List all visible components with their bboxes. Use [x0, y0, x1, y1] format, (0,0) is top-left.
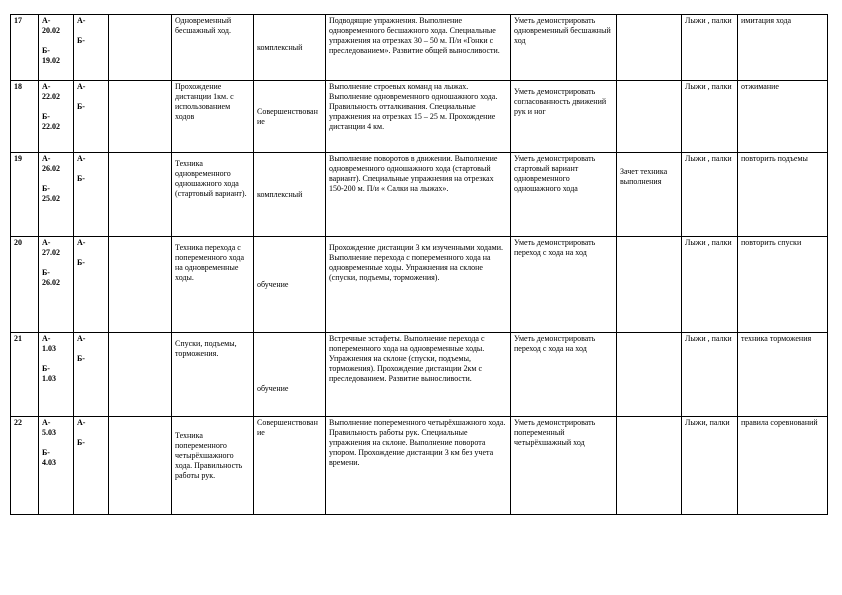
table-row — [11, 333, 828, 417]
lesson-date-b: А- Б- — [74, 333, 109, 417]
lesson-date-b: А- Б- — [74, 153, 109, 237]
lesson-content: Выполнение строевых команд на лыжах. Выполнение одновременного одношажного хода. Правильность отталкивания. Специальные упражнения на отрезках 15 – 25 м. Прохождение дистанции 4 км. — [326, 81, 511, 153]
lesson-content: Прохождение дистанции 3 км изученными ходами. Выполнение перехода с попеременного хода на одновременные ходы. Упражнения на склоне (спуски, подъемы, торможения). — [326, 237, 511, 333]
lesson-type: обучение — [254, 237, 326, 333]
blank-cell — [109, 15, 172, 81]
lesson-type: Совершенствование — [254, 417, 326, 515]
table-row — [11, 15, 828, 81]
lesson-control — [617, 417, 682, 515]
lesson-result: Уметь демонстрировать согласованность движений рук и ног — [511, 81, 617, 153]
table-row — [11, 417, 828, 515]
lesson-number: 21 — [11, 333, 39, 417]
lesson-date-a: А- 20.02 Б- 19.02 — [39, 15, 74, 81]
lesson-content: Подводящие упражнения. Выполнение одновременного бесшажного хода. Специальные упражнения на отрезках 30 – 50 м. П/и «Гонки с преследованием». Развитие общей выносливости. — [326, 15, 511, 81]
lesson-content: Выполнение поворотов в движении. Выполнение одновременного одношажного хода (стартовый вариант). Специальные упражнения на отрезках 150-200 м. П/и « Салки на лыжах». — [326, 153, 511, 237]
lesson-homework: повторить подъемы — [738, 153, 828, 237]
lesson-date-b: А- Б- — [74, 237, 109, 333]
lesson-number: 19 — [11, 153, 39, 237]
lesson-homework: повторить спуски — [738, 237, 828, 333]
lesson-homework: правила соревнований — [738, 417, 828, 515]
lesson-number: 18 — [11, 81, 39, 153]
lesson-homework: имитация хода — [738, 15, 828, 81]
lesson-topic: Прохождение дистанции 1км. с использованием ходов — [172, 81, 254, 153]
lesson-result: Уметь демонстрировать стартовый вариант одновременного одношажного хода — [511, 153, 617, 237]
lesson-number: 22 — [11, 417, 39, 515]
lesson-content: Выполнение попеременного четырёхшажного хода. Правильность работы рук. Специальные упражнения на склоне. Выполнение поворота упором. Прохождение дистанции 3 км без учета времени. — [326, 417, 511, 515]
lesson-date-a: А- 5.03 Б- 4.03 — [39, 417, 74, 515]
lesson-type: обучение — [254, 333, 326, 417]
table-row — [11, 237, 828, 333]
lesson-topic: Спуски, подъемы, торможения. — [172, 333, 254, 417]
lesson-control — [617, 333, 682, 417]
lesson-result: Уметь демонстрировать переход с хода на ход — [511, 237, 617, 333]
lesson-homework: отжимание — [738, 81, 828, 153]
lesson-equipment: Лыжи , палки — [682, 81, 738, 153]
lesson-equipment: Лыжи , палки — [682, 153, 738, 237]
lesson-topic: Техника перехода с попеременного хода на одновременные ходы. — [172, 237, 254, 333]
lesson-equipment: Лыжи , палки — [682, 333, 738, 417]
blank-cell — [109, 153, 172, 237]
lesson-result: Уметь демонстрировать переход с хода на ход — [511, 333, 617, 417]
blank-cell — [109, 417, 172, 515]
lesson-number: 20 — [11, 237, 39, 333]
lesson-topic: Одновременный бесшажный ход. — [172, 15, 254, 81]
lesson-equipment: Лыжи , палки — [682, 15, 738, 81]
lesson-date-b: А- Б- — [74, 81, 109, 153]
lesson-number: 17 — [11, 15, 39, 81]
lesson-control: Зачет техника выполнения — [617, 153, 682, 237]
table-row — [11, 153, 828, 237]
blank-cell — [109, 237, 172, 333]
table-row — [11, 81, 828, 153]
lesson-date-a: А- 26.02 Б- 25.02 — [39, 153, 74, 237]
blank-cell — [109, 333, 172, 417]
lesson-type: комплексный — [254, 153, 326, 237]
lesson-plan-table — [10, 14, 828, 515]
lesson-content: Встречные эстафеты. Выполнение перехода с попеременного хода на одновременные ходы. Упражнения на склоне (спуски, подъемы, торможения). Прохождение дистанции 2км с преследованием. Развитие выносливости. — [326, 333, 511, 417]
lesson-result: Уметь демонстрировать попеременный четырёхшажный ход — [511, 417, 617, 515]
lesson-date-a: А- 1.03 Б- 1.03 — [39, 333, 74, 417]
blank-cell — [109, 81, 172, 153]
lesson-equipment: Лыжи, палки — [682, 417, 738, 515]
lesson-date-b: А- Б- — [74, 417, 109, 515]
lesson-homework: техника торможения — [738, 333, 828, 417]
lesson-type: Совершенствование — [254, 81, 326, 153]
lesson-date-a: А- 22.02 Б- 22.02 — [39, 81, 74, 153]
lesson-equipment: Лыжи , палки — [682, 237, 738, 333]
lesson-control — [617, 81, 682, 153]
lesson-topic: Техника одновременного одношажного хода (стартовый вариант). — [172, 153, 254, 237]
lesson-result: Уметь демонстрировать одновременный бесшажный ход — [511, 15, 617, 81]
lesson-type: комплексный — [254, 15, 326, 81]
lesson-topic: Техника попеременного четырёхшажного хода. Правильность работы рук. — [172, 417, 254, 515]
lesson-control — [617, 15, 682, 81]
lesson-date-a: А- 27.02 Б- 26.02 — [39, 237, 74, 333]
lesson-control — [617, 237, 682, 333]
lesson-date-b: А- Б- — [74, 15, 109, 81]
